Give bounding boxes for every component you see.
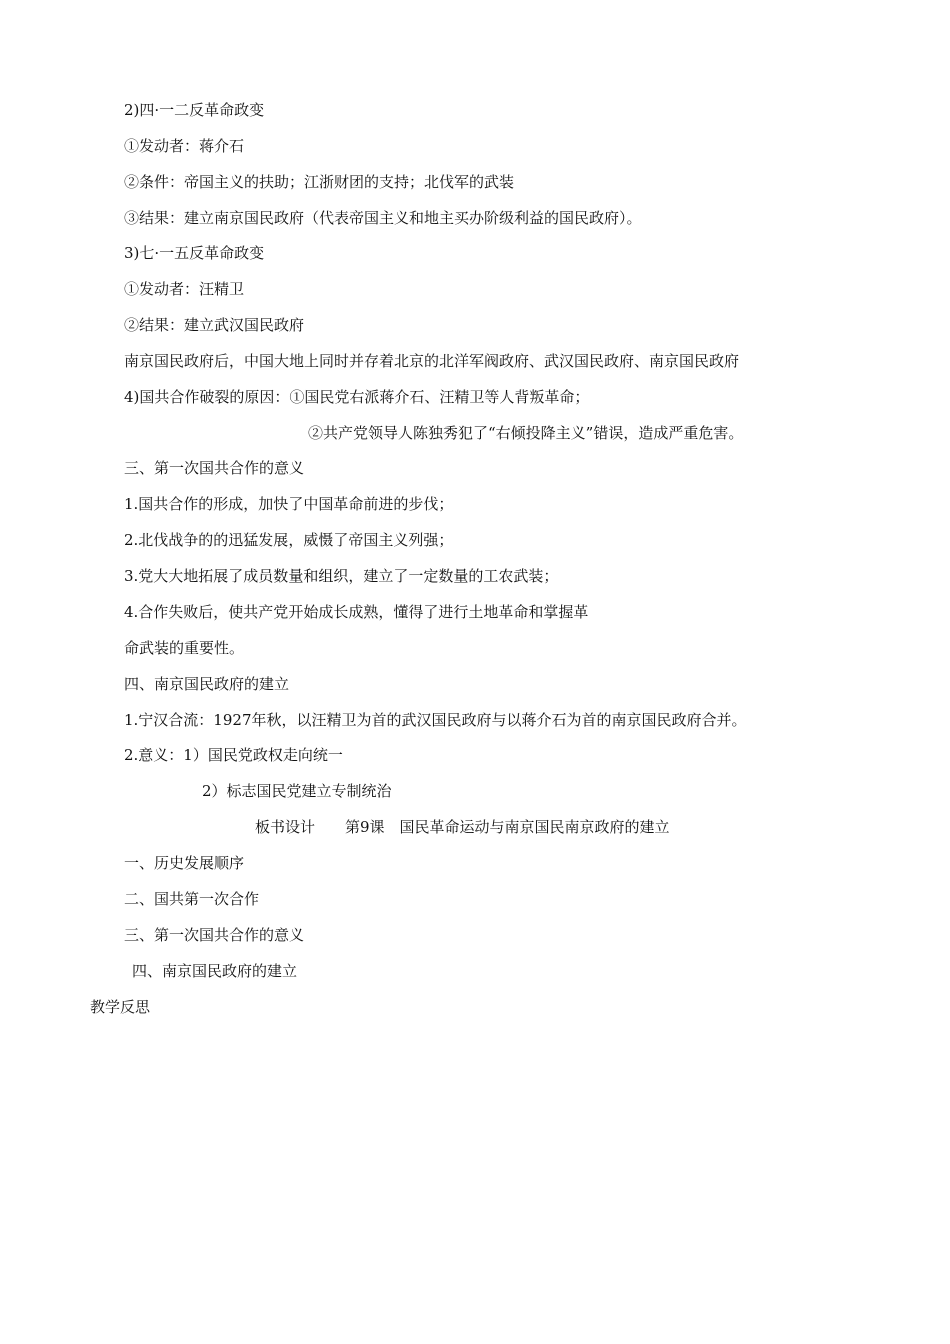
text-line-3: ②条件：帝国主义的扶助；江浙财团的支持；北伐军的武装 (124, 173, 515, 191)
text-line-12: 1.国共合作的形成，加快了中国革命前进的步伐； (124, 495, 454, 513)
section-heading-nanjing: 四、南京国民政府的建立 (124, 675, 290, 693)
text-line-2: ①发动者：蒋介石 (124, 137, 245, 155)
text-line-7: ②结果：建立武汉国民政府 (124, 316, 305, 334)
text-line-10: ②共产党领导人陈独秀犯了“右倾投降主义”错误，造成严重危害。 (308, 424, 744, 442)
outline-item-4: 四、南京国民政府的建立 (132, 962, 298, 980)
text-line-13: 2.北伐战争的的迅猛发展，威慑了帝国主义列强； (124, 531, 454, 549)
text-line-5: 3)七·一五反革命政变 (124, 244, 265, 262)
text-line-19: 2.意义：1）国民党政权走向统一 (124, 746, 343, 764)
outline-item-1: 一、历史发展顺序 (124, 854, 245, 872)
text-line-1: 2)四·一二反革命政变 (124, 101, 265, 119)
text-line-18: 1.宁汉合流：1927年秋，以汪精卫为首的武汉国民政府与以蒋介石为首的南京国民政府合并。 (124, 711, 747, 729)
section-heading-significance: 三、第一次国共合作的意义 (124, 459, 305, 477)
text-line-15: 4.合作失败后，使共产党开始成长成熟，懂得了进行土地革命和掌握革 (124, 603, 589, 621)
board-design-title: 板书设计 第9课 国民革命运动与南京国民南京政府的建立 (255, 818, 670, 836)
teaching-reflection-heading: 教学反思 (90, 998, 151, 1016)
outline-item-2: 二、国共第一次合作 (124, 890, 260, 908)
outline-item-3: 三、第一次国共合作的意义 (124, 926, 305, 944)
text-line-14: 3.党大大地拓展了成员数量和组织，建立了一定数量的工农武装； (124, 567, 559, 585)
text-line-4: ③结果：建立南京国民政府（代表帝国主义和地主买办阶级利益的国民政府）。 (124, 209, 642, 227)
text-line-16: 命武装的重要性。 (124, 639, 245, 657)
text-line-6: ①发动者：汪精卫 (124, 280, 245, 298)
text-line-8: 南京国民政府后，中国大地上同时并存着北京的北洋军阀政府、武汉国民政府、南京国民政府 (124, 352, 740, 370)
text-line-9: 4)国共合作破裂的原因：①国民党右派蒋介石、汪精卫等人背叛革命； (124, 388, 590, 406)
text-line-20: 2）标志国民党建立专制统治 (202, 782, 392, 800)
